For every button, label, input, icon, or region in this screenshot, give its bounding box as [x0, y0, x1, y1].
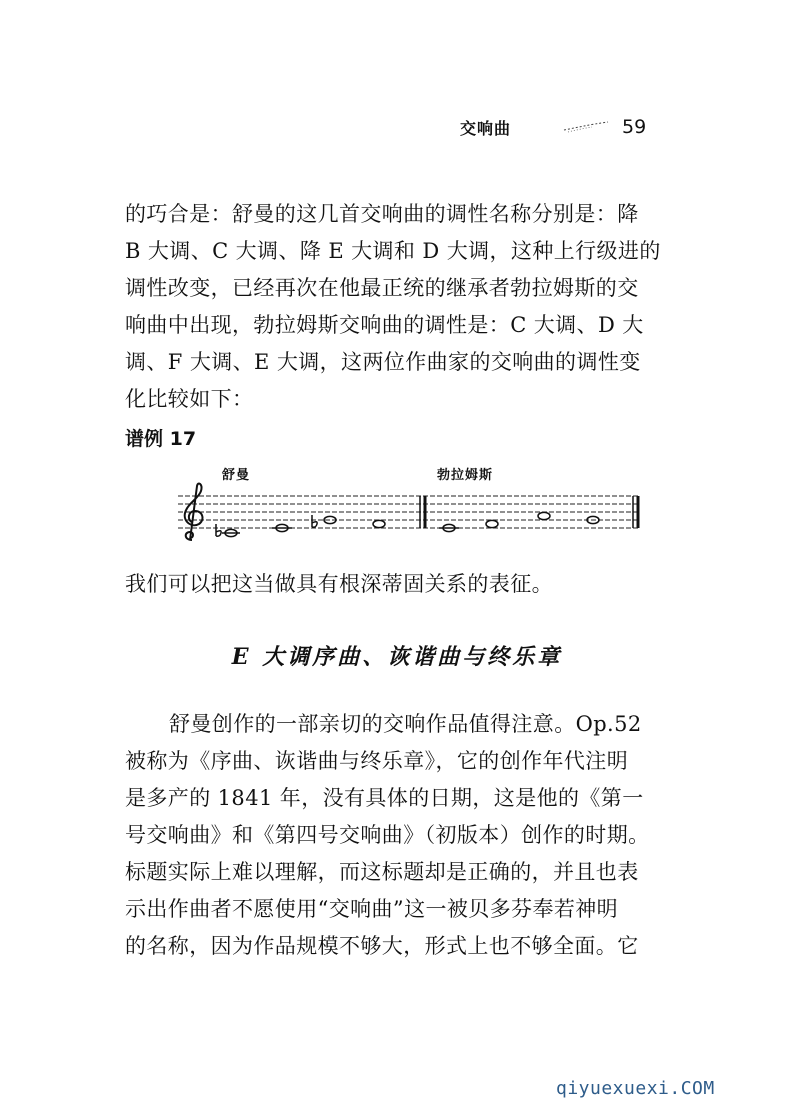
note-f: [538, 512, 550, 519]
composer-label-schumann: 舒曼: [222, 468, 251, 483]
page-number: 59: [622, 116, 647, 138]
text-line: B 大调、C 大调、降 E 大调和 D 大调，这种上行级进的: [125, 239, 661, 263]
note-e-flat: [312, 515, 336, 527]
staff-lines: [178, 496, 640, 528]
text-line: 号交响曲》和《第四号交响曲》（初版本）创作的时期。: [125, 823, 650, 847]
text-line: 的巧合是：舒曼的这几首交响曲的调性名称分别是：降: [125, 202, 639, 226]
text-line: 调性改变，已经再次在他最正统的继承者勃拉姆斯的交: [125, 276, 639, 300]
text-line: 我们可以把这当做具有根深蒂固关系的表征。: [125, 572, 553, 596]
text-line: 化比较如下：: [125, 387, 254, 411]
text-line: 舒曼创作的一部亲切的交响作品值得注意。Op.52: [169, 712, 642, 736]
paragraph-op52: [125, 706, 695, 965]
note-d: [486, 520, 498, 527]
music-staff-example: [170, 482, 645, 544]
text-line: 标题实际上难以理解，而这标题却是正确的，并且也表: [125, 860, 639, 884]
section-heading: E 大调序曲、诙谐曲与终乐章: [231, 644, 563, 670]
note-c: [439, 524, 459, 531]
note-c: [272, 524, 292, 531]
text-line: 的名称，因为作品规模不够大，形式上也不够全面。它: [125, 934, 639, 958]
note-b-flat: [216, 524, 240, 537]
text-line: 响曲中出现，勃拉姆斯交响曲的调性是：C 大调、D 大: [125, 313, 644, 337]
running-header-title: 交响曲: [460, 119, 512, 138]
text-line: 示出作曲者不愿使用“交响曲”这一被贝多芬奉若神明: [125, 897, 619, 921]
music-example-label: 谱例 17: [125, 428, 197, 450]
text-line: 是多产的 1841 年，没有具体的日期，这是他的《第一: [125, 786, 644, 810]
header-ornament: [562, 120, 610, 134]
text-line: 被称为《序曲、诙谐曲与终乐章》，它的创作年代注明: [125, 749, 629, 773]
site-watermark: qiyuexuexi.COM: [556, 1078, 715, 1099]
paragraph-key-comparison: [125, 196, 695, 418]
composer-label-brahms: 勃拉姆斯: [437, 468, 494, 483]
paragraph-conclusion: [125, 566, 695, 603]
note-d: [373, 520, 385, 527]
text-line: 调、F 大调、E 大调，这两位作曲家的交响曲的调性变: [125, 350, 641, 374]
double-barline-middle: [420, 496, 425, 528]
